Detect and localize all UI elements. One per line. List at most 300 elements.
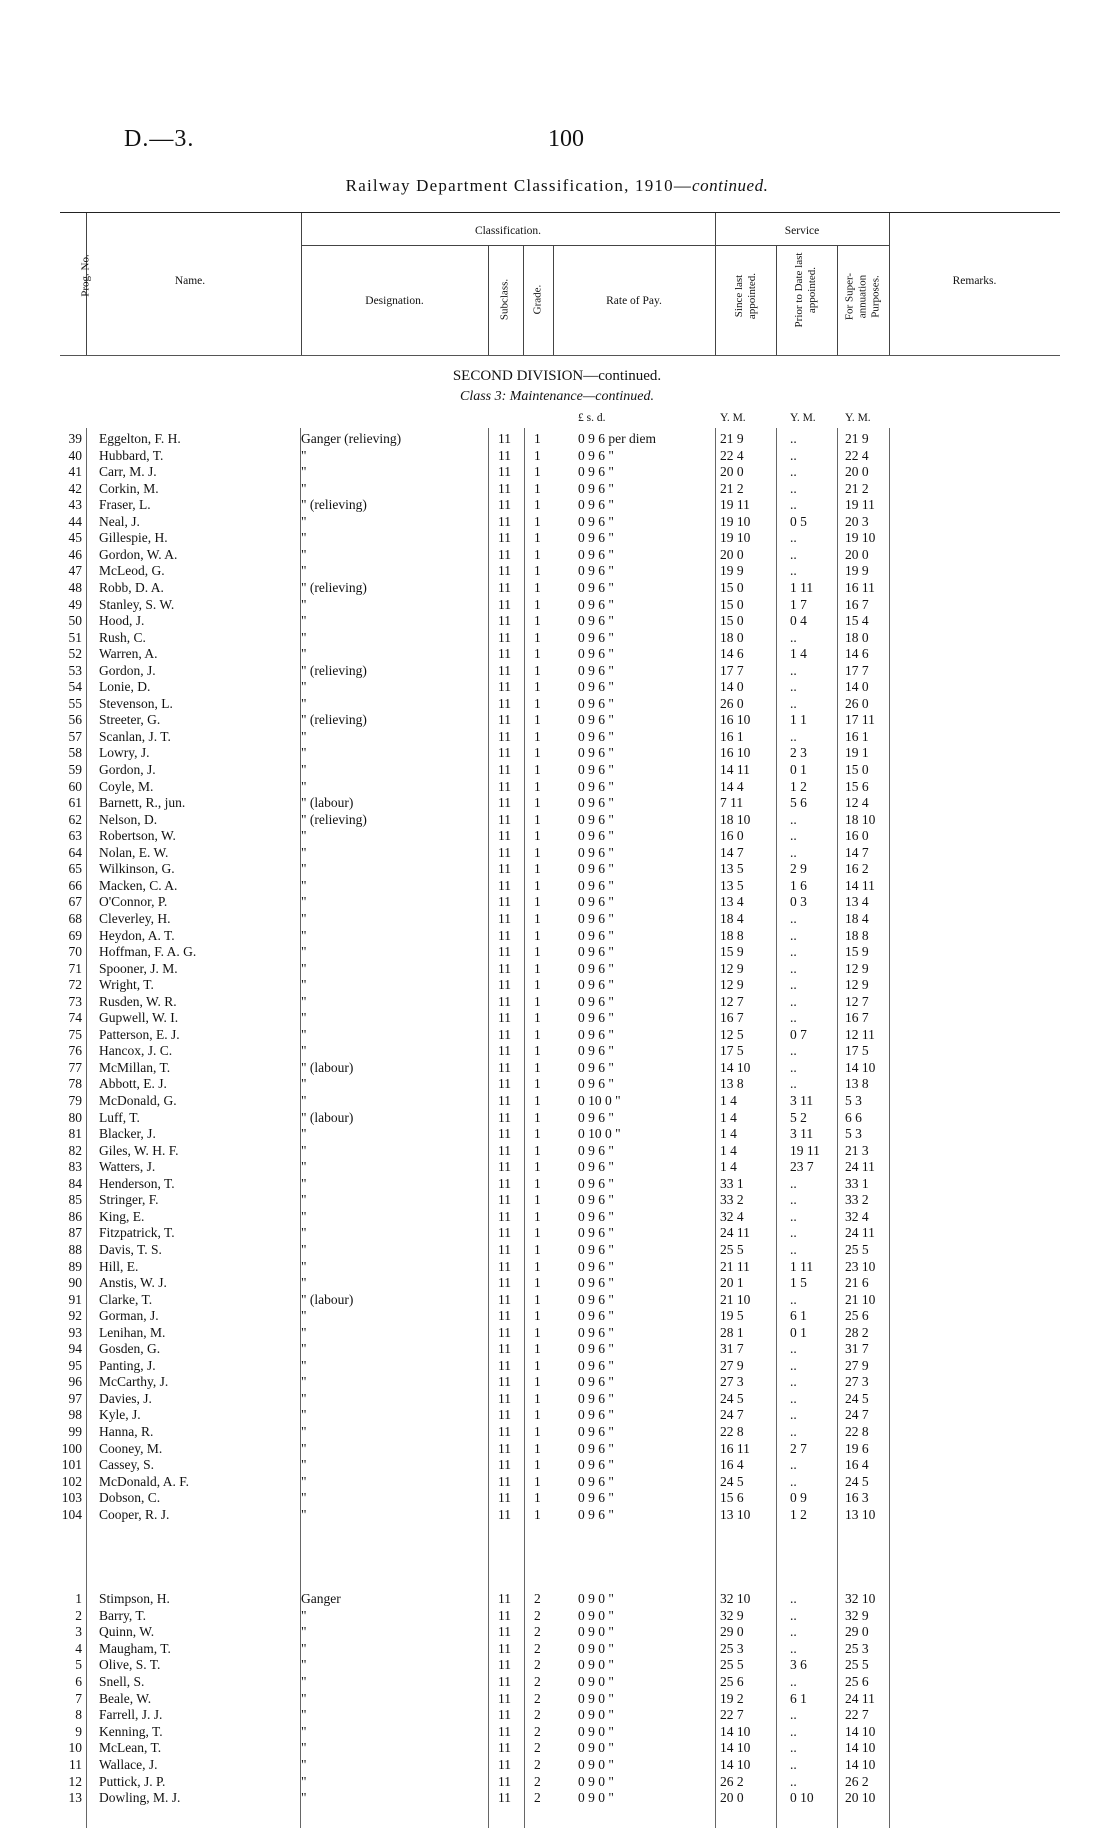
cell-subclass: 11 (498, 1010, 511, 1026)
cell-prior-to-date: .. (790, 1192, 797, 1208)
ym-units-2: Y. M. (790, 412, 816, 424)
cell-prog-no: 60 (68, 778, 82, 794)
cell-rate-of-pay: 0 9 0 " (578, 1690, 614, 1706)
cell-grade: 1 (534, 431, 541, 446)
cell-designation: " (relieving) (301, 662, 367, 678)
cell-rate-of-pay: 0 9 0 " (578, 1740, 614, 1756)
cell-superannuation: 16 2 (845, 861, 869, 877)
table-row (0, 1724, 1114, 1740)
table-row (0, 1657, 1114, 1673)
cell-grade: 1 (534, 1275, 541, 1291)
cell-designation: " (301, 1308, 307, 1324)
cell-name: Giles, W. H. F. (99, 1142, 179, 1158)
cell-designation: " (301, 679, 307, 695)
cell-prog-no: 80 (68, 1109, 82, 1125)
table-row (0, 1242, 1114, 1258)
cell-prior-to-date: .. (790, 844, 797, 860)
cell-since-last: 24 11 (720, 1225, 750, 1241)
cell-name: Kenning, T. (99, 1723, 163, 1739)
cell-name: Watters, J. (99, 1159, 156, 1175)
cell-since-last: 15 0 (720, 596, 744, 612)
cell-since-last: 21 10 (720, 1291, 751, 1307)
cell-rate-of-pay: 0 9 6 " (578, 877, 614, 893)
cell-designation: " (301, 993, 307, 1009)
cell-subclass: 11 (498, 629, 511, 645)
table-row (0, 1159, 1114, 1175)
cell-superannuation: 27 9 (845, 1357, 869, 1373)
cell-grade: 1 (534, 480, 541, 496)
cell-prior-to-date: .. (790, 563, 797, 579)
cell-since-last: 33 2 (720, 1192, 744, 1208)
cell-since-last: 13 8 (720, 1076, 744, 1092)
cell-prior-to-date: .. (790, 1757, 797, 1772)
cell-subclass: 11 (498, 960, 511, 976)
cell-subclass: 11 (498, 795, 511, 811)
cell-prior-to-date: .. (790, 1624, 797, 1640)
cell-rate-of-pay: 0 9 6 " (578, 546, 614, 562)
cell-prior-to-date: .. (790, 1640, 797, 1656)
cell-superannuation: 14 10 (845, 1740, 876, 1756)
table-row (0, 1358, 1114, 1374)
cell-rate-of-pay: 0 9 6 " (578, 1010, 614, 1026)
cell-since-last: 1 4 (720, 1159, 737, 1175)
cell-name: Anstis, W. J. (99, 1275, 167, 1291)
cell-prior-to-date: .. (790, 1043, 797, 1059)
cell-grade: 1 (534, 745, 541, 761)
table-row (0, 961, 1114, 977)
table-row (0, 597, 1114, 613)
cell-designation: " (301, 944, 307, 960)
cell-superannuation: 24 11 (845, 1690, 875, 1706)
cell-name: Wright, T. (99, 977, 154, 993)
table-row (0, 663, 1114, 679)
cell-subclass: 11 (498, 1126, 511, 1142)
cell-designation: " (labour) (301, 1109, 354, 1125)
cell-name: Kyle, J. (99, 1407, 141, 1423)
cell-name: Abbott, E. J. (99, 1076, 167, 1092)
cell-grade: 1 (534, 1026, 541, 1042)
cell-prog-no: 72 (68, 977, 82, 993)
cell-prior-to-date: .. (790, 1607, 797, 1623)
cell-subclass: 11 (498, 447, 511, 463)
table-row (0, 1308, 1114, 1324)
cell-prior-to-date: .. (790, 944, 797, 960)
cell-rate-of-pay: 0 9 6 " (578, 960, 614, 976)
cell-superannuation: 12 11 (845, 1026, 875, 1042)
cell-subclass: 11 (498, 1607, 511, 1623)
cell-since-last: 31 7 (720, 1341, 744, 1357)
cell-name: Cassey, S. (99, 1457, 155, 1473)
cell-prior-to-date: .. (790, 977, 797, 993)
table-row (0, 828, 1114, 844)
table-row (0, 1341, 1114, 1357)
cell-grade: 1 (534, 1241, 541, 1257)
cell-rate-of-pay: 0 9 6 " (578, 1208, 614, 1224)
cell-grade: 2 (534, 1740, 541, 1756)
cell-grade: 2 (534, 1657, 541, 1673)
cell-since-last: 1 4 (720, 1093, 737, 1108)
cell-designation: " (301, 1374, 307, 1390)
table-row (0, 845, 1114, 861)
cell-designation: " (301, 1674, 307, 1689)
cell-superannuation: 14 10 (845, 1059, 876, 1075)
table-row (0, 646, 1114, 662)
cell-subclass: 11 (498, 613, 511, 629)
cell-subclass: 11 (498, 811, 511, 827)
cell-grade: 1 (534, 762, 541, 777)
cell-rate-of-pay: 0 9 6 " (578, 1407, 614, 1423)
cell-subclass: 11 (498, 546, 511, 562)
cell-subclass: 11 (498, 1624, 511, 1640)
cell-since-last: 14 10 (720, 1059, 751, 1075)
cell-prog-no: 10 (68, 1740, 82, 1756)
table-row (0, 712, 1114, 728)
cell-designation: " (301, 828, 307, 844)
cell-prior-to-date: .. (790, 1773, 797, 1789)
cell-since-last: 16 11 (720, 1440, 750, 1456)
table-row (0, 1457, 1114, 1473)
cell-subclass: 11 (498, 1374, 511, 1390)
cell-grade: 1 (534, 1506, 541, 1522)
cell-grade: 1 (534, 1424, 541, 1439)
cell-superannuation: 24 11 (845, 1225, 875, 1241)
cell-prior-to-date: 19 11 (790, 1142, 820, 1158)
cell-superannuation: 19 9 (845, 563, 869, 579)
cell-prog-no: 2 (75, 1607, 82, 1623)
cell-prog-no: 70 (68, 944, 82, 960)
cell-rate-of-pay: 0 9 6 " (578, 613, 614, 629)
cell-rate-of-pay: 0 9 6 " (578, 497, 614, 513)
cell-designation: " (relieving) (301, 579, 367, 595)
cell-name: Carr, M. J. (99, 464, 157, 480)
cell-prior-to-date: .. (790, 464, 797, 480)
cell-rate-of-pay: 0 9 6 " (578, 1241, 614, 1257)
cell-prior-to-date: .. (790, 811, 797, 827)
cell-prior-to-date: 5 6 (790, 795, 807, 811)
class-heading: Class 3: Maintenance—continued. (459, 389, 655, 404)
cell-prog-no: 81 (68, 1126, 82, 1142)
cell-prog-no: 53 (68, 662, 82, 678)
table-row (0, 630, 1114, 646)
cell-rate-of-pay: 0 10 0 " (578, 1126, 621, 1142)
cell-designation: " (301, 1490, 307, 1506)
cell-rate-of-pay: 0 9 6 " (578, 1440, 614, 1456)
cell-superannuation: 31 7 (845, 1341, 869, 1357)
cell-name: Corkin, M. (99, 480, 159, 496)
cell-rate-of-pay: 0 9 0 " (578, 1723, 614, 1739)
cell-name: King, E. (99, 1208, 145, 1224)
cell-since-last: 12 9 (720, 960, 744, 976)
cell-subclass: 11 (498, 1225, 511, 1241)
cell-superannuation: 22 7 (845, 1707, 869, 1723)
cell-grade: 1 (534, 695, 541, 711)
cell-designation: " (301, 1026, 307, 1042)
cell-prior-to-date: .. (790, 1707, 797, 1723)
cell-prior-to-date: 1 1 (790, 712, 807, 728)
cell-prior-to-date: 0 1 (790, 762, 807, 777)
cell-designation: " (301, 1640, 307, 1656)
cell-subclass: 11 (498, 1424, 511, 1439)
cell-prog-no: 67 (68, 894, 82, 910)
cell-prior-to-date: 6 1 (790, 1308, 807, 1324)
cell-prior-to-date: .. (790, 1357, 797, 1373)
cell-prior-to-date: .. (790, 662, 797, 678)
cell-name: Spooner, J. M. (99, 960, 178, 976)
cell-superannuation: 18 0 (845, 629, 869, 645)
cell-superannuation: 13 8 (845, 1076, 869, 1092)
table-row (0, 1076, 1114, 1092)
cell-subclass: 11 (498, 1258, 511, 1274)
cell-prog-no: 103 (61, 1490, 82, 1506)
cell-prog-no: 102 (61, 1473, 82, 1489)
cell-prior-to-date: 1 11 (790, 1258, 814, 1274)
col-since-last: Since last appointed. (733, 272, 758, 320)
cell-prior-to-date: 0 4 (790, 613, 807, 629)
cell-rate-of-pay: 0 9 0 " (578, 1657, 614, 1673)
cell-designation: " (301, 513, 307, 529)
cell-name: Puttick, J. P. (99, 1773, 166, 1789)
cell-prior-to-date: 3 11 (790, 1093, 814, 1108)
cell-prior-to-date: 0 9 (790, 1490, 807, 1506)
cell-grade: 1 (534, 497, 541, 513)
cell-designation: " (301, 563, 307, 579)
cell-since-last: 13 5 (720, 877, 744, 893)
cell-prog-no: 86 (68, 1208, 82, 1224)
cell-prog-no: 65 (68, 861, 82, 877)
table-row (0, 1027, 1114, 1043)
cell-prog-no: 41 (68, 464, 82, 480)
cell-name: Hanna, R. (99, 1424, 154, 1439)
cell-grade: 1 (534, 1374, 541, 1390)
cell-since-last: 14 6 (720, 646, 744, 662)
cell-name: Hoffman, F. A. G. (99, 944, 197, 960)
cell-superannuation: 15 6 (845, 778, 869, 794)
cell-since-last: 20 1 (720, 1275, 744, 1291)
cell-name: Nolan, E. W. (99, 844, 169, 860)
cell-prior-to-date: .. (790, 1407, 797, 1423)
table-row (0, 448, 1114, 464)
cell-since-last: 17 7 (720, 662, 744, 678)
cell-name: Luff, T. (99, 1109, 140, 1125)
cell-name: Cleverley, H. (99, 910, 171, 926)
cell-designation: " (301, 960, 307, 976)
col-classification: Classification. (474, 225, 542, 237)
cell-prior-to-date: 1 6 (790, 877, 807, 893)
cell-subclass: 11 (498, 1324, 511, 1340)
cell-since-last: 19 10 (720, 530, 751, 546)
cell-designation: Ganger (relieving) (301, 431, 402, 446)
cell-rate-of-pay: 0 9 6 " (578, 1076, 614, 1092)
cell-since-last: 26 0 (720, 695, 744, 711)
cell-rate-of-pay: 0 9 6 " (578, 1275, 614, 1291)
table-row (0, 1641, 1114, 1657)
cell-rate-of-pay: 0 9 6 " (578, 927, 614, 943)
cell-since-last: 14 4 (720, 778, 744, 794)
cell-superannuation: 33 2 (845, 1192, 869, 1208)
cell-prior-to-date: .. (790, 1723, 797, 1739)
cell-prior-to-date: .. (790, 695, 797, 711)
cell-grade: 1 (534, 563, 541, 579)
cell-superannuation: 20 3 (845, 513, 869, 529)
table-row (0, 1474, 1114, 1490)
cell-grade: 1 (534, 579, 541, 595)
cell-name: McLeod, G. (99, 563, 165, 579)
cell-name: Olive, S. T. (99, 1657, 161, 1673)
cell-subclass: 11 (498, 1175, 511, 1191)
table-row (0, 977, 1114, 993)
cell-prior-to-date: .. (790, 480, 797, 496)
cell-prog-no: 39 (68, 431, 82, 446)
cell-prior-to-date: .. (790, 1591, 797, 1606)
cell-subclass: 11 (498, 894, 511, 910)
cell-name: Gordon, W. A. (99, 546, 178, 562)
cell-prior-to-date: 0 7 (790, 1026, 807, 1042)
cell-subclass: 11 (498, 1490, 511, 1506)
cell-designation: " (301, 613, 307, 629)
cell-since-last: 18 8 (720, 927, 744, 943)
cell-subclass: 11 (498, 1690, 511, 1706)
cell-prior-to-date: 1 2 (790, 778, 807, 794)
cell-name: Gorman, J. (99, 1308, 159, 1324)
cell-prog-no: 63 (68, 828, 82, 844)
cell-rate-of-pay: 0 9 6 " (578, 745, 614, 761)
cell-grade: 1 (534, 1341, 541, 1357)
cell-rate-of-pay: 0 9 6 " (578, 944, 614, 960)
cell-grade: 2 (534, 1773, 541, 1789)
cell-designation: " (301, 861, 307, 877)
cell-subclass: 11 (498, 1109, 511, 1125)
cell-prog-no: 92 (68, 1308, 82, 1324)
cell-superannuation: 19 1 (845, 745, 869, 761)
cell-superannuation: 26 0 (845, 695, 869, 711)
cell-name: Gosden, G. (99, 1341, 161, 1357)
cell-superannuation: 17 5 (845, 1043, 869, 1059)
cell-designation: " (labour) (301, 1291, 354, 1307)
cell-superannuation: 22 4 (845, 447, 869, 463)
cell-designation: " (301, 1790, 307, 1806)
cell-name: Stringer, F. (99, 1192, 159, 1208)
cell-rate-of-pay: 0 9 6 " (578, 1308, 614, 1324)
cell-prog-no: 88 (68, 1241, 82, 1257)
cell-name: McMillan, T. (99, 1059, 171, 1075)
cell-designation: " (301, 910, 307, 926)
cell-prog-no: 73 (68, 993, 82, 1009)
cell-designation: " (301, 1773, 307, 1789)
cell-prog-no: 3 (75, 1624, 82, 1640)
cell-designation: " (301, 1473, 307, 1489)
table-row (0, 1441, 1114, 1457)
cell-rate-of-pay: 0 9 6 " (578, 1258, 614, 1274)
cell-since-last: 25 5 (720, 1241, 744, 1257)
cell-grade: 1 (534, 927, 541, 943)
cell-superannuation: 25 6 (845, 1674, 869, 1689)
cell-superannuation: 15 4 (845, 613, 869, 629)
cell-since-last: 20 0 (720, 1790, 744, 1806)
cell-prog-no: 4 (75, 1640, 82, 1656)
cell-prog-no: 69 (68, 927, 82, 943)
cell-grade: 1 (534, 944, 541, 960)
cell-since-last: 25 3 (720, 1640, 744, 1656)
cell-prior-to-date: .. (790, 927, 797, 943)
cell-subclass: 11 (498, 778, 511, 794)
cell-designation: " (301, 1707, 307, 1723)
col-remarks: Remarks. (952, 275, 997, 287)
table-row (0, 431, 1114, 447)
cell-since-last: 16 10 (720, 745, 751, 761)
cell-subclass: 11 (498, 1043, 511, 1059)
cell-subclass: 11 (498, 662, 511, 678)
table-row (0, 1110, 1114, 1126)
cell-rate-of-pay: 0 9 6 " (578, 1390, 614, 1406)
cell-since-last: 17 5 (720, 1043, 744, 1059)
table-row (0, 894, 1114, 910)
cell-prog-no: 64 (68, 844, 82, 860)
cell-grade: 1 (534, 1457, 541, 1473)
table-header (60, 212, 1060, 356)
table-row (0, 1176, 1114, 1192)
cell-prior-to-date: .. (790, 1291, 797, 1307)
cell-since-last: 14 10 (720, 1740, 751, 1756)
cell-prior-to-date: 6 1 (790, 1690, 807, 1706)
cell-subclass: 11 (498, 1357, 511, 1373)
cell-since-last: 19 2 (720, 1690, 744, 1706)
cell-since-last: 1 4 (720, 1126, 737, 1142)
cell-subclass: 11 (498, 695, 511, 711)
cell-designation: " (301, 1175, 307, 1191)
cell-prog-no: 77 (68, 1059, 82, 1075)
cell-grade: 1 (534, 977, 541, 993)
cell-since-last: 21 9 (720, 431, 744, 446)
cell-name: Davies, J. (99, 1390, 152, 1406)
table-row (0, 514, 1114, 530)
cell-rate-of-pay: 0 9 0 " (578, 1591, 614, 1606)
cell-rate-of-pay: 0 9 6 " (578, 1291, 614, 1307)
cell-grade: 1 (534, 1059, 541, 1075)
table-row (0, 1192, 1114, 1208)
cell-designation: " (301, 546, 307, 562)
cell-grade: 1 (534, 613, 541, 629)
table-row (0, 481, 1114, 497)
cell-grade: 1 (534, 1291, 541, 1307)
cell-rate-of-pay: 0 9 6 " (578, 513, 614, 529)
cell-name: Macken, C. A. (99, 877, 178, 893)
cell-prog-no: 101 (61, 1457, 82, 1473)
cell-subclass: 11 (498, 977, 511, 993)
cell-prior-to-date: .. (790, 1457, 797, 1473)
cell-rate-of-pay: 0 9 6 " (578, 1043, 614, 1059)
cell-rate-of-pay: 0 9 0 " (578, 1640, 614, 1656)
cell-designation: Ganger (301, 1591, 341, 1606)
cell-subclass: 11 (498, 1341, 511, 1357)
cell-superannuation: 32 9 (845, 1607, 869, 1623)
cell-superannuation: 19 10 (845, 530, 876, 546)
cell-rate-of-pay: 0 9 6 " (578, 646, 614, 662)
cell-prior-to-date: .. (790, 993, 797, 1009)
cell-designation: " (301, 1424, 307, 1439)
cell-rate-of-pay: 0 9 0 " (578, 1790, 614, 1806)
cell-since-last: 14 7 (720, 844, 744, 860)
cell-prior-to-date: .. (790, 497, 797, 513)
cell-subclass: 11 (498, 1657, 511, 1673)
cell-grade: 1 (534, 1258, 541, 1274)
cell-prior-to-date: .. (790, 1740, 797, 1756)
cell-rate-of-pay: 0 9 6 " (578, 596, 614, 612)
page-reference: D.—3. (124, 126, 195, 152)
cell-subclass: 11 (498, 1093, 511, 1108)
cell-prog-no: 54 (68, 679, 82, 695)
cell-superannuation: 18 10 (845, 811, 876, 827)
cell-prior-to-date: 1 11 (790, 579, 814, 595)
